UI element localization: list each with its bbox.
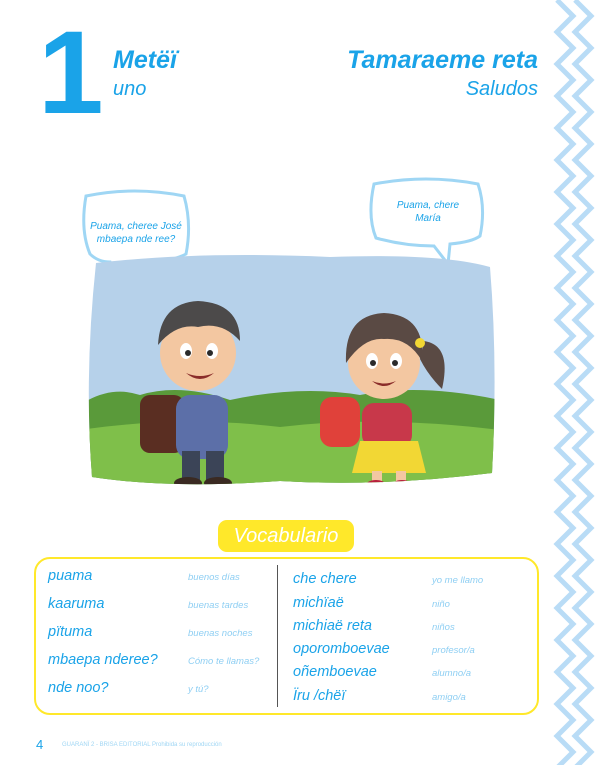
vocab-translation: alumno/a	[432, 668, 472, 679]
vocab-term: michïaë	[293, 595, 344, 611]
right-bubble-line: Puama, chere	[396, 200, 460, 211]
vocab-term: puama	[48, 568, 93, 584]
vocab-translation: y tú?	[188, 684, 209, 695]
topic-translation: Saludos	[465, 78, 538, 100]
vocab-term: pïtuma	[48, 624, 93, 640]
left-bubble-text	[84, 220, 188, 246]
vocab-term: Ïru /chëï	[293, 688, 346, 704]
vocabulary-title: Vocabulario	[218, 520, 354, 552]
vocab-translation: profesor/a	[432, 645, 475, 656]
vocab-term: oporomboevae	[293, 641, 390, 657]
left-bubble-line: Puama, cheree José	[90, 221, 182, 232]
page-number: 4	[36, 737, 44, 752]
vocab-translation: niños	[432, 622, 455, 633]
vocab-term: michiaë reta	[293, 618, 372, 634]
vocab-translation: amigo/a	[432, 692, 466, 703]
vocab-translation: buenas tardes	[188, 600, 249, 611]
lesson-word: Metëï	[113, 46, 177, 74]
right-bubble-line: María	[415, 213, 441, 224]
footer-note: GUARANÏ 2 - BRISA EDITORIAL Prohibida su reproducción	[62, 742, 222, 748]
left-bubble-line: mbaepa nde ree?	[96, 234, 176, 245]
vocab-translation: Cómo te llamas?	[188, 656, 260, 667]
vocabulary-divider	[277, 565, 278, 707]
vocab-term: kaaruma	[48, 596, 105, 612]
vocab-translation: yo me llamo	[432, 575, 484, 586]
right-bubble-text	[380, 199, 476, 225]
vocab-translation: buenos días	[188, 572, 240, 583]
vocab-term: mbaepa nderee?	[48, 652, 158, 668]
vocab-term: che chere	[293, 571, 357, 587]
vocab-term: oñemboevae	[293, 664, 377, 680]
vocab-translation: buenas noches	[188, 628, 253, 639]
children-illustration	[80, 245, 500, 490]
lesson-number: 1	[38, 7, 104, 139]
vocab-term: nde noo?	[48, 680, 109, 696]
vocab-translation: niño	[432, 599, 450, 610]
zigzag-border	[551, 0, 595, 765]
topic-title: Tamaraeme reta	[347, 46, 538, 74]
lesson-word-translation: uno	[113, 78, 147, 100]
